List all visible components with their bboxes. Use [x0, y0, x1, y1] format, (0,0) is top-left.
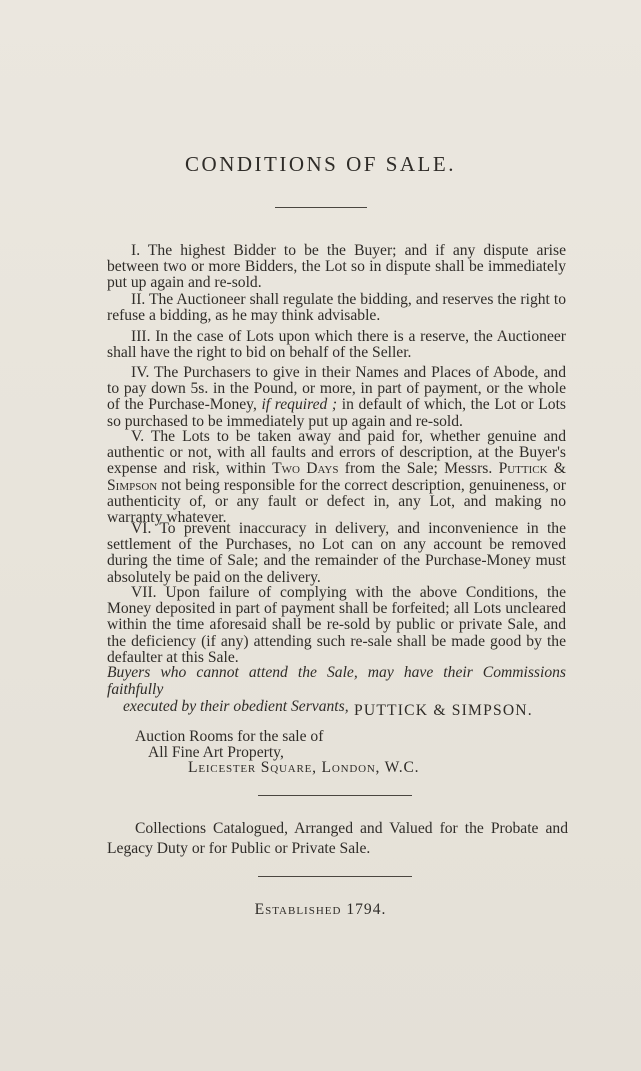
condition-4-text: IV. The Purchasers to give in their Names and Places of Abode, and to pay down 5s. in the Pound, or more, in part of payment, or the whole of the Purchase-Money,	[107, 364, 566, 414]
condition-4-text-end: in default of which, the Lot or Lots so purchased to be immediately put up again and re-sold.	[107, 396, 566, 430]
condition-5-text-end: not being responsible for the correct description, genuineness, or authenticity of, or any fault or defect in, any Lot, and making no warranty whatever.	[107, 476, 566, 527]
condition-5	[107, 429, 566, 526]
firm-signature: PUTTICK & SIMPSON.	[354, 702, 533, 719]
condition-2: II. The Auctioneer shall regulate the bidding, and reserves the right to refuse a bidding, as he may think advisable.	[107, 291, 566, 325]
buyers-note-line-1: Buyers who cannot attend the Sale, may have their Commissions faithfully	[107, 664, 566, 698]
condition-6: VI. To prevent inaccuracy in delivery, and inconvenience in the settlement of the Purchases, no Lot can on any account be removed during the time of Sale; and the remainder of the Purchase-Money must absolutely be paid on the delivery.	[107, 520, 566, 586]
title-divider	[275, 207, 367, 208]
condition-4	[107, 365, 566, 430]
address-line-1: Auction Rooms for the sale of	[135, 728, 324, 745]
condition-5-firm: Puttick & Simpson	[107, 460, 566, 494]
condition-5-two-days: Two Days	[272, 460, 339, 478]
address-line-2: All Fine Art Property,	[148, 744, 284, 761]
condition-1: I. The highest Bidder to be the Buyer; and if any dispute arise between two or more Bidders, the Lot so in dispute shall be immediately put up again and re-sold.	[107, 242, 566, 292]
condition-7: VII. Upon failure of complying with the above Conditions, the Money deposited in part of payment shall be forfeited; all Lots uncleared within the time aforesaid shall be re-sold by public or private Sale, and the deficiency (if any) attending such re-sale shall be made good by the defaulter at this Sale.	[107, 584, 566, 666]
condition-4-italic: if required ;	[261, 396, 338, 414]
address-line-3: Leicester Square, London, W.C.	[188, 759, 420, 776]
buyers-note-line-2: executed by their obedient Servants,	[123, 698, 349, 715]
condition-5-text-mid: from the Sale; Messrs.	[338, 460, 499, 478]
page-title: CONDITIONS OF SALE.	[185, 152, 456, 176]
established-line: Established 1794.	[254, 901, 387, 918]
section-divider-1	[258, 795, 412, 796]
collections-notice: Collections Catalogued, Arranged and Valued for the Probate and Legacy Duty or for Public or Private Sale.	[107, 820, 568, 857]
condition-3: III. In the case of Lots upon which there is a reserve, the Auctioneer shall have the right to bid on behalf of the Seller.	[107, 328, 566, 362]
section-divider-2	[258, 876, 412, 877]
condition-5-text: V. The Lots to be taken away and paid for, whether genuine and authentic or not, with all faults and errors of description, at the Buyer's expense and risk, within	[107, 428, 566, 478]
